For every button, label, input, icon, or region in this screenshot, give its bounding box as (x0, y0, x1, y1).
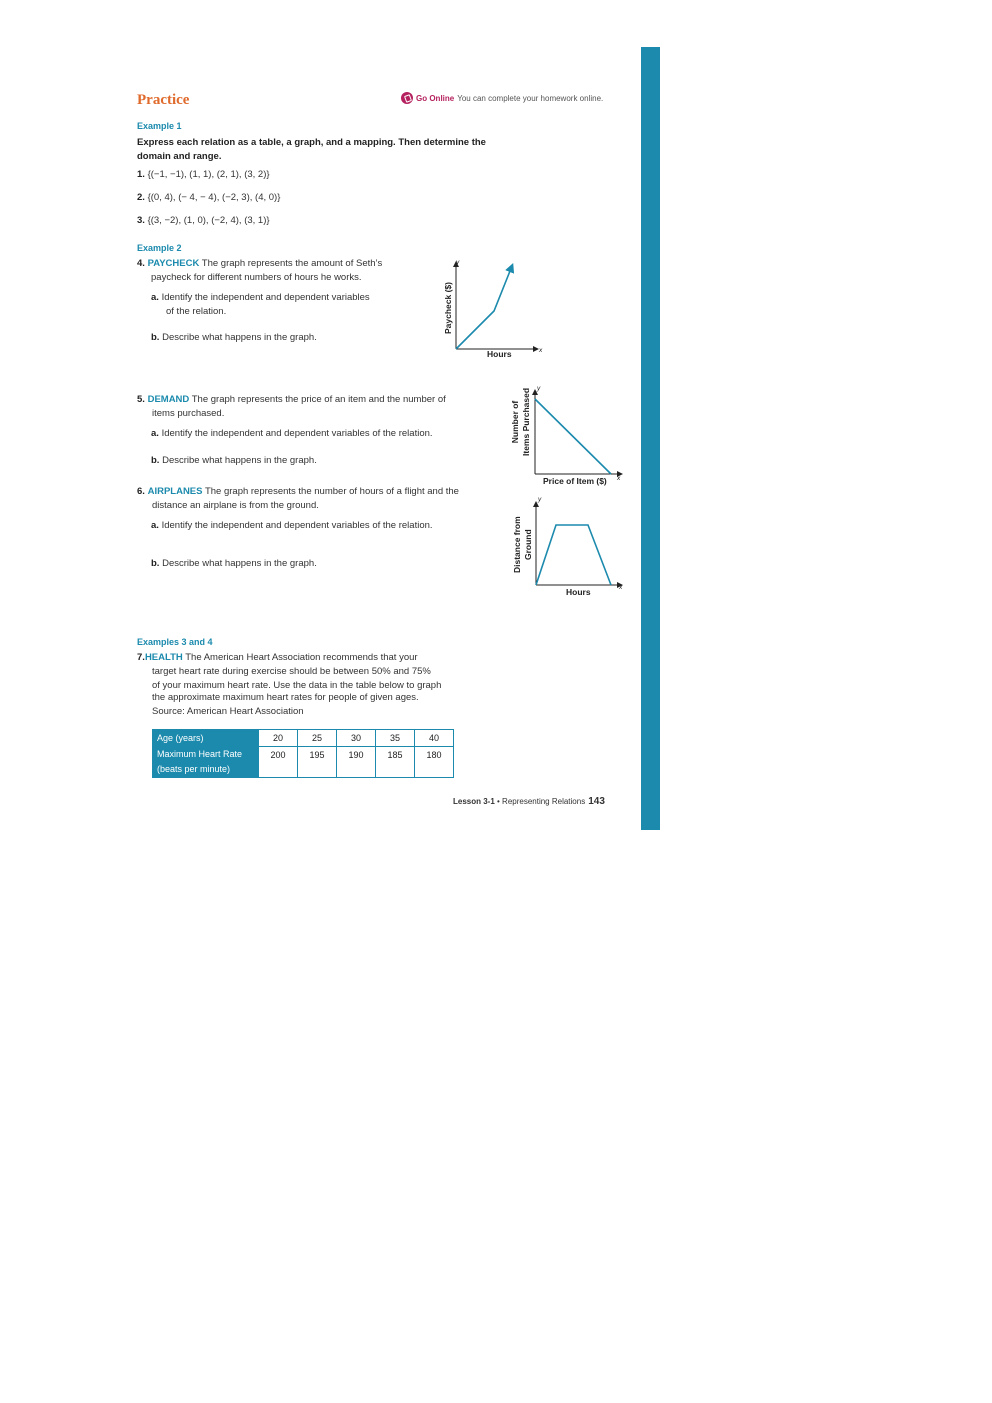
y-axis-label-line: Items Purchased (521, 387, 531, 456)
problem-keyword: AIRPLANES (147, 486, 203, 497)
part-label: b. (151, 332, 160, 343)
problem-text: The graph represents the price of an item and the number of (189, 394, 446, 405)
problem-text: {(3, −2), (1, 0), (−2, 4), (3, 1)} (147, 215, 270, 226)
problem-5 (137, 393, 446, 421)
y-axis-label-line: Ground (523, 529, 533, 561)
problem-number: 3. (137, 215, 145, 226)
footer-topic: Representing Relations (502, 797, 586, 806)
footer-lesson: Lesson 3-1 (453, 797, 495, 806)
side-accent-bar (641, 47, 660, 830)
problem-7 (137, 651, 441, 719)
problem-number: 5. (137, 394, 145, 405)
problem-number: 4. (137, 258, 145, 269)
x-axis-letter: x (539, 347, 543, 354)
part-label: b. (151, 455, 160, 466)
problem-number: 7. (137, 652, 145, 663)
airplane-graph (522, 496, 630, 592)
instructions-line: Express each relation as a table, a graph, and a mapping. Then determine the (137, 137, 486, 148)
example-1-instructions (137, 136, 486, 164)
problem-4a (151, 291, 370, 319)
heart-rate-table (152, 729, 454, 778)
row-header-line: (beats per minute) (157, 764, 231, 774)
problem-6-line-2: distance an airplane is from the ground. (152, 500, 319, 511)
part-text: Describe what happens in the graph. (159, 455, 317, 466)
part-text-line-2: of the relation. (166, 306, 227, 317)
example-2-heading: Example 2 (137, 243, 182, 253)
table-cell: 195 (298, 747, 337, 778)
row-header-rate (153, 747, 259, 778)
example-1-heading: Example 1 (137, 121, 182, 131)
table-cell: 35 (376, 730, 415, 747)
problem-7-line-3: of your maximum heart rate. Use the data in the table below to graph (152, 680, 442, 691)
y-axis-label-line: Number of (510, 400, 520, 444)
y-axis-label-line: Distance from (512, 516, 522, 573)
demand-graph (520, 384, 630, 484)
part-text: Identify the independent and dependent variables (158, 292, 370, 303)
go-online-banner[interactable] (401, 92, 603, 104)
table-cell: 200 (259, 747, 298, 778)
problem-5a (151, 427, 433, 441)
problem-5-line-2: items purchased. (152, 408, 225, 419)
x-axis-letter: x (617, 475, 621, 482)
y-axis-letter: y (538, 496, 542, 503)
go-online-icon (401, 92, 413, 104)
x-axis-label: Hours (487, 349, 512, 359)
flight-line (536, 525, 611, 585)
problem-7-line-2: target heart rate during exercise should be between 50% and 75% (152, 666, 431, 677)
part-text: Describe what happens in the graph. (159, 332, 317, 343)
problem-7-line-1 (137, 651, 441, 665)
problem-7-source: Source: American Heart Association (152, 706, 304, 717)
page-footer (453, 796, 605, 807)
table-cell: 180 (415, 747, 454, 778)
problem-text: The American Heart Association recommends that your (182, 652, 418, 663)
go-online-label: Go Online (416, 93, 455, 103)
y-axis-label: Paycheck ($) (443, 282, 453, 334)
problem-7-line-4: the approximate maximum heart rates for people of given ages. (152, 692, 419, 703)
problem-number: 2. (137, 192, 145, 203)
y-axis-label (512, 516, 534, 573)
part-text: Describe what happens in the graph. (159, 558, 317, 569)
part-label: a. (151, 520, 159, 531)
problem-text: The graph represents the number of hours of a flight and the (202, 486, 459, 497)
problem-text: {(0, 4), (− 4, − 4), (−2, 3), (4, 0)} (147, 192, 281, 203)
row-header-age: Age (years) (153, 730, 259, 747)
y-axis-letter: y (456, 259, 460, 266)
table-row (153, 747, 454, 778)
table-cell: 185 (376, 747, 415, 778)
problem-2 (137, 191, 280, 205)
table-cell: 190 (337, 747, 376, 778)
row-header-line: Maximum Heart Rate (157, 749, 243, 759)
table-cell: 40 (415, 730, 454, 747)
problem-number: 1. (137, 169, 145, 180)
x-axis-label: Hours (566, 587, 591, 597)
problem-4b (151, 331, 317, 345)
problem-keyword: PAYCHECK (147, 258, 200, 269)
problem-6-line-1 (137, 485, 459, 499)
section-title: Practice (137, 92, 190, 108)
problem-6b (151, 557, 317, 571)
problem-6 (137, 485, 459, 513)
demand-line (535, 399, 611, 474)
problem-1 (137, 168, 270, 182)
footer-separator: • (494, 797, 503, 806)
table-cell: 25 (298, 730, 337, 747)
problem-4 (137, 257, 382, 285)
part-text: Identify the independent and dependent variables of the relation. (158, 520, 433, 531)
example-3-4-heading: Examples 3 and 4 (137, 637, 213, 647)
x-axis-letter: x (619, 584, 623, 591)
problem-number: 6. (137, 486, 145, 497)
table-row (153, 730, 454, 747)
x-axis-label: Price of Item ($) (543, 476, 607, 486)
y-axis-label (510, 388, 532, 456)
problem-5-line-1 (137, 393, 446, 407)
part-label: a. (151, 428, 159, 439)
problem-5b (151, 454, 317, 468)
problem-text: The graph represents the amount of Seth’s (199, 258, 383, 269)
problem-6a (151, 519, 433, 533)
problem-4-line-1 (137, 257, 382, 271)
go-online-text: You can complete your homework online. (457, 93, 604, 103)
table-cell: 30 (337, 730, 376, 747)
part-text: Identify the independent and dependent variables of the relation. (158, 428, 433, 439)
problem-3 (137, 214, 270, 228)
y-axis-letter: y (537, 385, 541, 392)
problem-4-line-2: paycheck for different numbers of hours he works. (151, 272, 362, 283)
table-cell: 20 (259, 730, 298, 747)
problem-text: {(−1, −1), (1, 1), (2, 1), (3, 2)} (147, 169, 270, 180)
page-number: 143 (588, 796, 605, 807)
paycheck-line (456, 266, 512, 349)
instructions-line: domain and range. (137, 151, 222, 162)
problem-keyword: DEMAND (147, 394, 190, 405)
problem-keyword: HEALTH (144, 652, 183, 663)
part-label: b. (151, 558, 160, 569)
part-label: a. (151, 292, 159, 303)
